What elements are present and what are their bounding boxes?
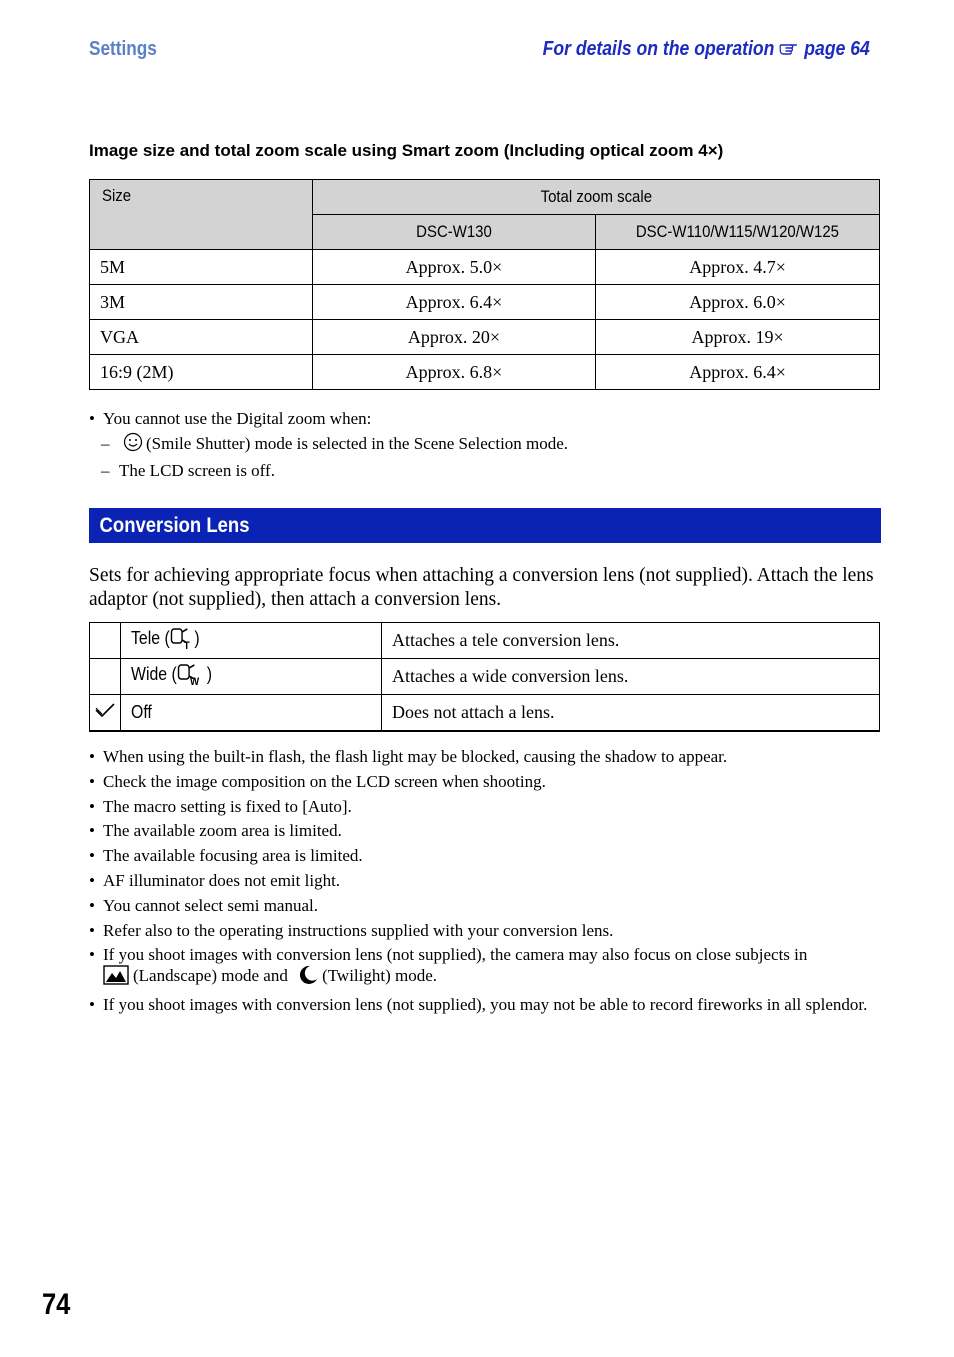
check-icon: [94, 703, 116, 723]
size-column-header: Size: [90, 180, 313, 250]
table-row: [90, 695, 880, 732]
section-heading-bar: [89, 508, 881, 543]
list-item: – The LCD screen is off.: [101, 461, 275, 480]
zoom-cell: Approx. 6.4×: [596, 355, 880, 390]
option-off: Off: [121, 695, 382, 732]
zoom-cell: Approx. 5.0×: [312, 250, 596, 285]
zoom-cell: Approx. 6.0×: [596, 285, 880, 320]
default-marker-cell: [90, 695, 121, 732]
header-section-title: Settings: [89, 38, 157, 60]
table-row: [90, 623, 880, 659]
svg-text:T: T: [183, 640, 190, 650]
conversion-lens-table: [89, 622, 880, 732]
default-marker-cell: [90, 659, 121, 695]
list-item: • The available focusing area is limited.: [89, 846, 363, 866]
twilight-icon: [298, 965, 318, 990]
zoom-notes: [89, 407, 568, 484]
zoom-scale-table: [89, 179, 880, 390]
table-row: [90, 250, 880, 285]
section-heading: Conversion Lens: [99, 514, 250, 537]
table-row: [90, 285, 880, 320]
zoom-cell: Approx. 6.8×: [312, 355, 596, 390]
wide-lens-icon: [177, 662, 207, 691]
model-header-w110: DSC-W110/W115/W120/W125: [596, 215, 880, 250]
zoom-cell: Approx. 6.4×: [312, 285, 596, 320]
header-details-link[interactable]: [543, 38, 870, 61]
section-intro: Sets for achieving appropriate focus when attaching a conversion lens (not supplied). Attach the lens adaptor (not supplied), then attach a conversion lens.: [89, 565, 874, 610]
default-marker-cell: [90, 623, 121, 659]
list-item: • AF illuminator does not emit light.: [89, 870, 341, 890]
zoom-cell: Approx. 19×: [596, 320, 880, 355]
option-tele: Tele ( T ): [121, 623, 382, 659]
zoom-cell: Approx. 4.7×: [596, 250, 880, 285]
svg-text:W: W: [189, 676, 200, 686]
table-row: [90, 355, 880, 390]
list-item: • The macro setting is fixed to [Auto].: [89, 796, 352, 816]
list-item: • Check the image composition on the LCD screen when shooting.: [89, 771, 546, 791]
landscape-icon: [103, 965, 129, 990]
page-number: 74: [42, 1288, 71, 1321]
list-item: • If you shoot images with conversion lens (not supplied), the camera may also focus on close subjects in (Landscape) mode and (Twilight) mode.: [89, 944, 881, 990]
list-item: – (Smile Shutter) mode is selected in the Scene Selection mode.: [89, 432, 568, 460]
table-row: [90, 659, 880, 695]
size-cell: 3M: [90, 285, 313, 320]
list-item: • You cannot select semi manual.: [89, 895, 318, 915]
option-wide: Wide ( W ): [121, 659, 382, 695]
table-row: [90, 320, 880, 355]
size-cell: VGA: [90, 320, 313, 355]
conversion-notes: [89, 746, 881, 1019]
list-item: • The available zoom area is limited.: [89, 821, 342, 841]
model-header-w130: DSC-W130: [312, 215, 596, 250]
header-page-ref: page 64: [804, 38, 870, 60]
header-details-text: For details on the operation: [542, 38, 775, 60]
option-description: Does not attach a lens.: [382, 695, 880, 732]
list-item: • You cannot use the Digital zoom when:: [89, 409, 372, 428]
list-item: • If you shoot images with conversion lens (not supplied), you may not be able to record fireworks in all splendor.: [89, 995, 868, 1015]
pointing-hand-icon: [780, 38, 799, 61]
option-description: Attaches a tele conversion lens.: [382, 623, 880, 659]
size-cell: 16:9 (2M): [90, 355, 313, 390]
zoom-cell: Approx. 20×: [312, 320, 596, 355]
size-cell: 5M: [90, 250, 313, 285]
list-item: • When using the built-in flash, the flash light may be blocked, causing the shadow to appear.: [89, 747, 728, 766]
total-zoom-header: Total zoom scale: [312, 180, 879, 215]
smile-shutter-icon: [123, 432, 143, 460]
zoom-table-title: Image size and total zoom scale using Smart zoom (Including optical zoom 4×): [89, 141, 724, 160]
list-item: • Refer also to the operating instructions supplied with your conversion lens.: [89, 920, 614, 940]
option-description: Attaches a wide conversion lens.: [382, 659, 880, 695]
tele-lens-icon: [170, 626, 195, 655]
